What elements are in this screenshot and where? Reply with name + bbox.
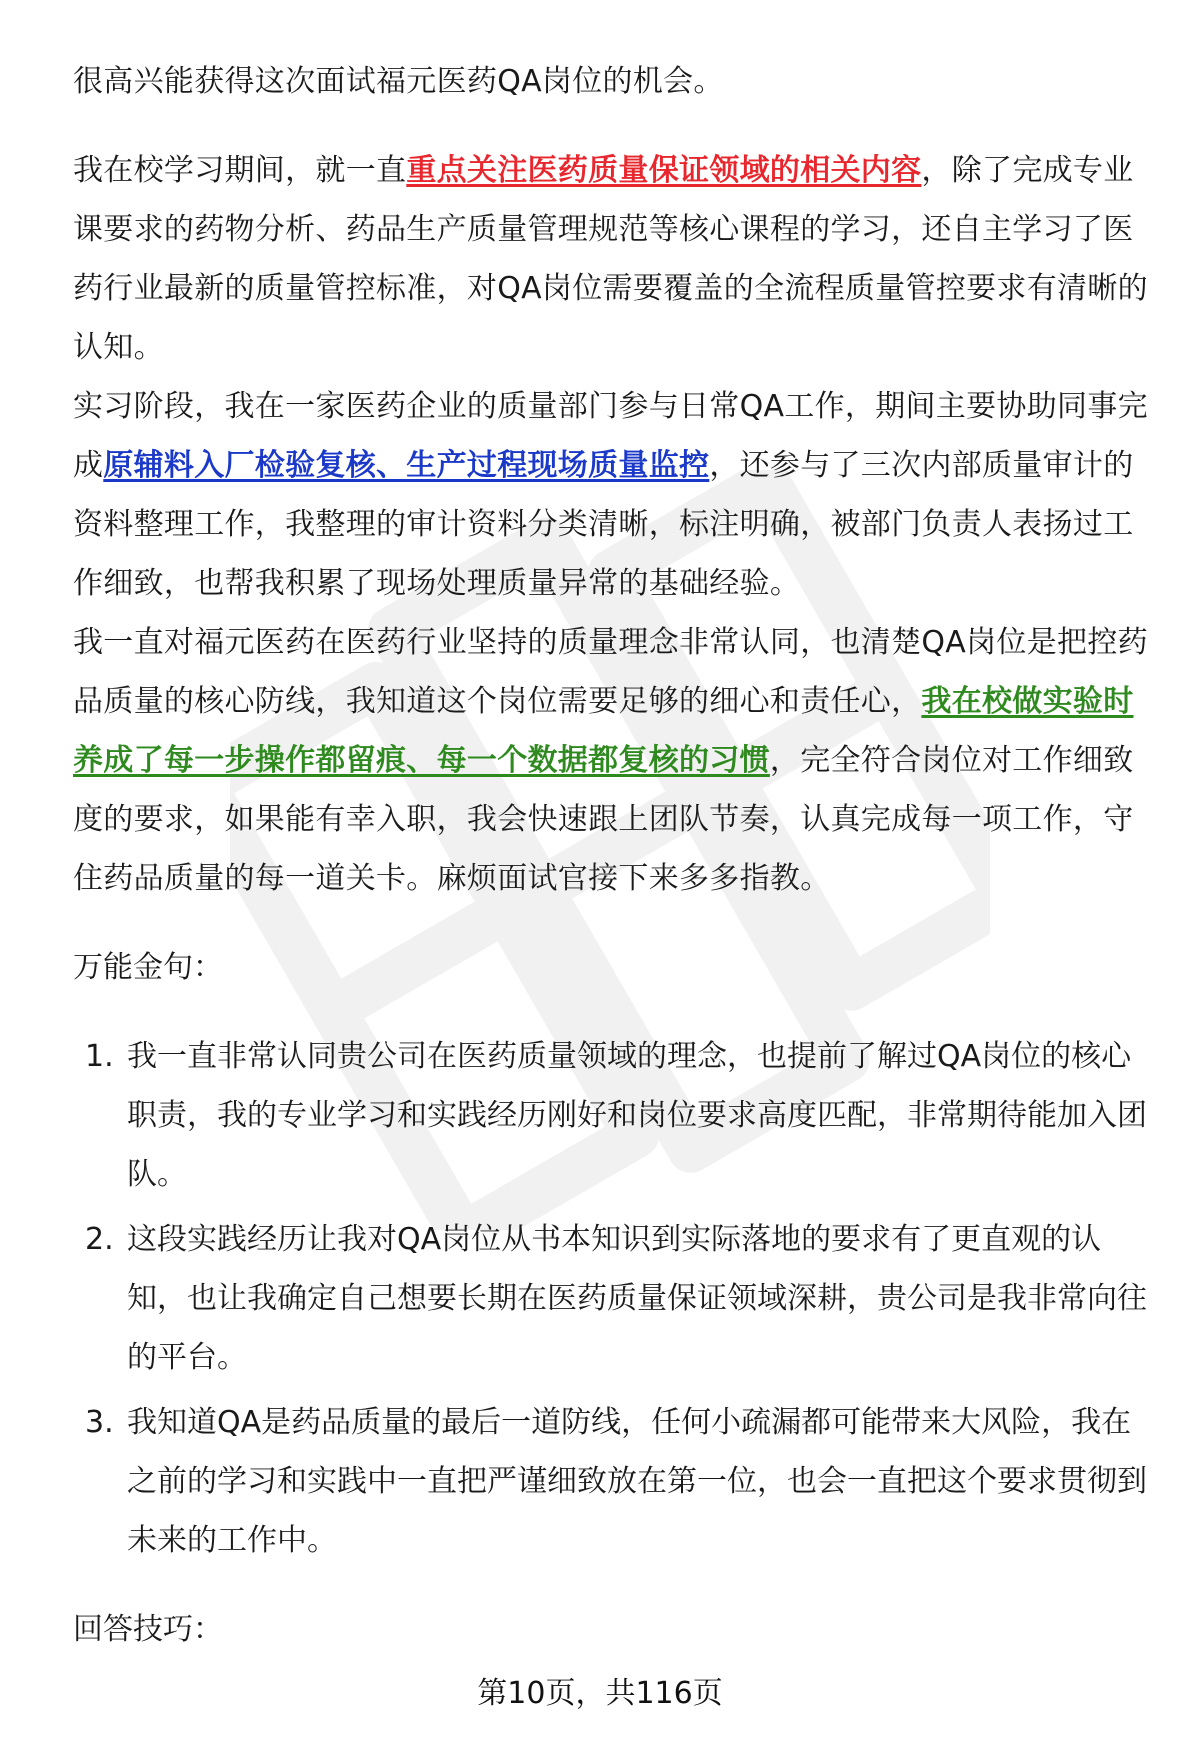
list-text: 我知道QA是药品质量的最后一道防线，任何小疏漏都可能带来大风险，我在之前的学习和实践中一直把严谨细致放在第一位，也会一直把这个要求贯彻到未来的工作中。	[127, 1405, 1147, 1558]
list-number: 2.	[85, 1222, 114, 1257]
intro-paragraph: 很高兴能获得这次面试福元医药QA岗位的机会。	[73, 64, 724, 99]
highlight-blue: 原辅料入厂检验复核、生产过程现场质量监控	[103, 448, 710, 483]
paragraph-text: 实习阶段，我在一家医药企业的质量部门参与日常QA工作，期间主要协助同事完成	[73, 389, 1148, 483]
list-text: 我一直非常认同贵公司在医药质量领域的理念，也提前了解过QA岗位的核心职责，我的专业学习和实践经历刚好和岗位要求高度匹配，非常期待能加入团队。	[127, 1039, 1147, 1192]
golden-sentences-title: 万能金句：	[73, 950, 223, 985]
paragraph-text: ，还参与了三次内部质量审计的资料整理工作，我整理的审计资料分类清晰，标注明确，被部门负责人表扬过工作细致，也帮我积累了现场处理质量异常的基础经验。	[73, 448, 1134, 601]
paragraph-text: ，除了完成专业课要求的药物分析、药品生产质量管理规范等核心课程的学习，还自主学习了医药行业最新的质量管控标准，对QA岗位需要覆盖的全流程质量管控要求有清晰的认知。	[73, 153, 1148, 365]
paragraph-text: 我一直对福元医药在医药行业坚持的质量理念非常认同，也清楚QA岗位是把控药品质量的核心防线，我知道这个岗位需要足够的细心和责任心，	[73, 625, 1148, 719]
list-item	[73, 1210, 1158, 1387]
paragraph-text: 我在校学习期间，就一直	[73, 153, 407, 188]
list-number: 3.	[85, 1405, 114, 1440]
list-item	[73, 1393, 1158, 1570]
answer-tips-title: 回答技巧：	[73, 1612, 223, 1647]
paragraph-text: ，完全符合岗位对工作细致度的要求，如果能有幸入职，我会快速跟上团队节奏，认真完成每一项工作，守住药品质量的每一道关卡。麻烦面试官接下来多多指教。	[73, 743, 1134, 896]
page-number-footer: 第10页，共116页	[477, 1676, 723, 1711]
highlight-green: 我在校做实验时养成了每一步操作都留痕、每一个数据都复核的习惯	[73, 684, 1134, 778]
highlight-red: 重点关注医药质量保证领域的相关内容	[406, 153, 922, 188]
list-number: 1.	[85, 1039, 114, 1074]
paragraph-internship	[73, 377, 1158, 613]
paragraph-motivation	[73, 613, 1158, 908]
golden-sentences-list	[73, 1027, 1158, 1570]
paragraph-study	[73, 141, 1158, 377]
list-text: 这段实践经历让我对QA岗位从书本知识到实际落地的要求有了更直观的认知，也让我确定自己想要长期在医药质量保证领域深耕，贵公司是我非常向往的平台。	[127, 1222, 1147, 1375]
list-item	[73, 1027, 1158, 1204]
